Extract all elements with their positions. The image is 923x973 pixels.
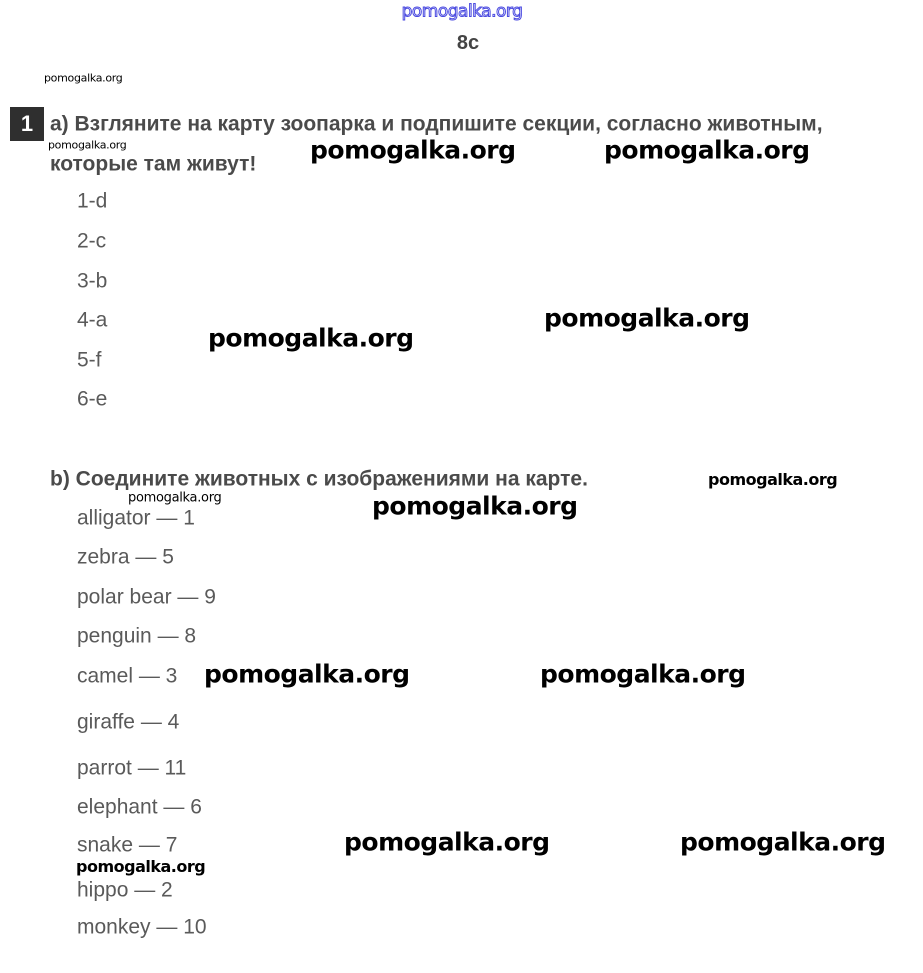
answer-a-item: 5-f [77, 348, 102, 372]
watermark: pomogalka.org [372, 491, 578, 521]
answer-b-item: elephant — 6 [77, 795, 202, 819]
watermark: pomogalka.org [344, 827, 550, 857]
answer-a-item: 6-e [77, 387, 108, 411]
watermark: pomogalka.org [540, 659, 746, 689]
answer-b-item: alligator — 1 [77, 506, 195, 530]
task-b-instruction: b) Соедините животных с изображениями на карте. [50, 467, 588, 491]
task-a-instruction-line1: a) Взгляните на карту зоопарка и подпишите секции, согласно животным, [50, 112, 823, 136]
answer-b-item: monkey — 10 [77, 915, 207, 939]
site-header-link[interactable]: pomogalka.org [401, 1, 523, 22]
watermark: pomogalka.org [204, 659, 410, 689]
watermark: pomogalka.org [208, 323, 414, 353]
watermark: pomogalka.org [128, 490, 222, 506]
watermark: pomogalka.org [708, 470, 838, 489]
answer-b-item: camel — 3 [77, 664, 178, 688]
answer-a-item: 1-d [77, 189, 108, 213]
answer-a-item: 3-b [77, 269, 108, 293]
answer-b-item: giraffe — 4 [77, 710, 180, 734]
watermark: pomogalka.org [44, 71, 123, 85]
watermark: pomogalka.org [310, 135, 516, 165]
task-a-instruction-line2: которые там живут! [50, 152, 257, 176]
answer-b-item: parrot — 11 [77, 756, 187, 780]
watermark: pomogalka.org [604, 135, 810, 165]
answer-b-item: zebra — 5 [77, 545, 174, 569]
watermark: pomogalka.org [48, 138, 127, 152]
page-number: 8c [456, 32, 480, 54]
watermark: pomogalka.org [76, 857, 206, 876]
watermark: pomogalka.org [680, 827, 886, 857]
answer-b-item: hippo — 2 [77, 878, 173, 902]
exercise-number-badge: 1 [10, 107, 44, 141]
answer-a-item: 2-c [77, 229, 107, 253]
answer-b-item: polar bear — 9 [77, 585, 216, 609]
watermark: pomogalka.org [544, 303, 750, 333]
answer-b-item: snake — 7 [77, 833, 178, 857]
answer-a-item: 4-a [77, 308, 108, 332]
answer-b-item: penguin — 8 [77, 624, 197, 648]
